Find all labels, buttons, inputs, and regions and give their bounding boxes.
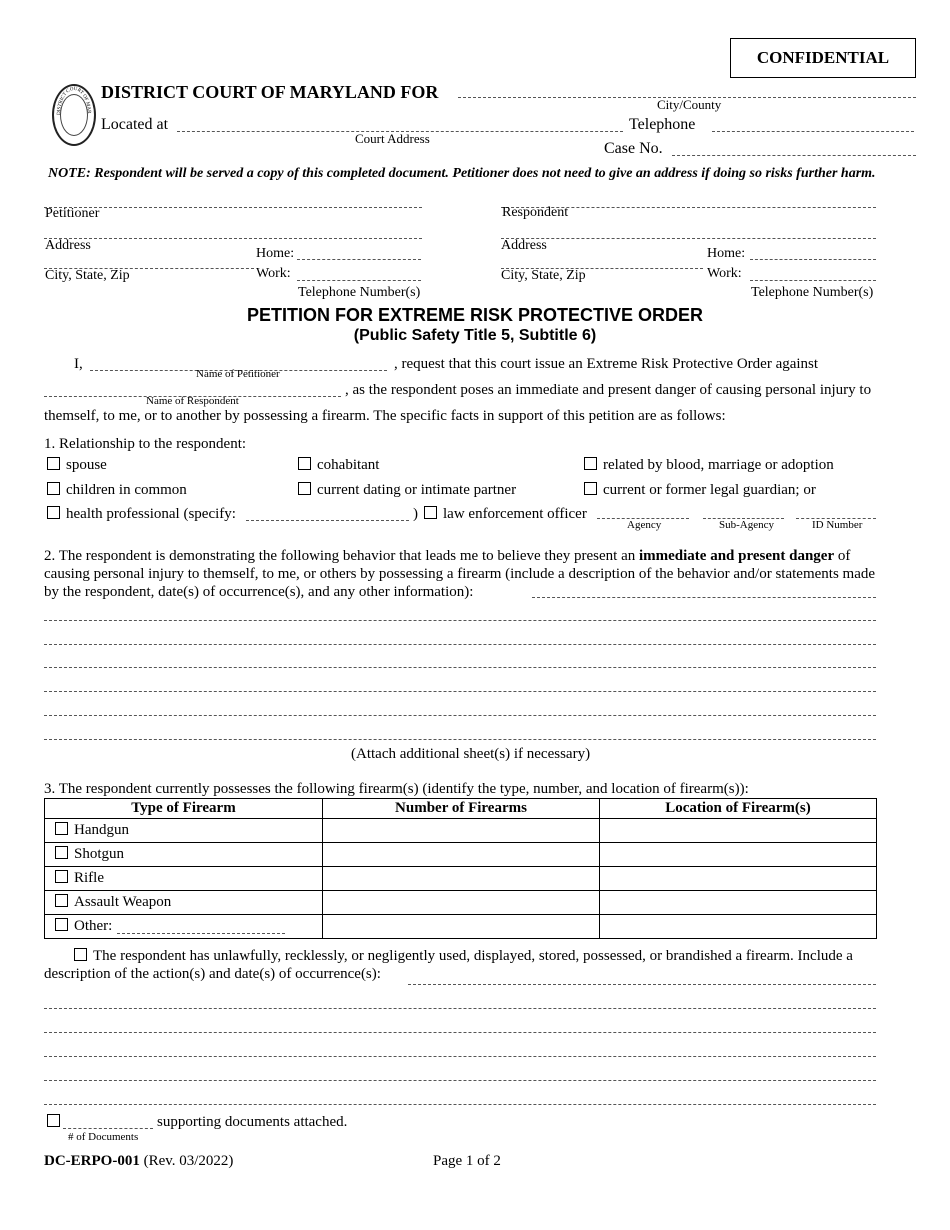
petitioner-work-phone[interactable] — [297, 280, 421, 281]
firearm-type-cell[interactable] — [45, 915, 323, 939]
behavior-line-5[interactable] — [44, 715, 876, 716]
id-number-label: ID Number — [812, 519, 863, 531]
checkbox[interactable] — [55, 822, 68, 835]
action-line-3[interactable] — [44, 1056, 876, 1057]
attach-note: (Attach additional sheet(s) if necessary) — [351, 746, 591, 762]
relationship-children[interactable] — [47, 482, 187, 499]
health-specify-field[interactable] — [246, 520, 409, 521]
petitioner-home-phone[interactable] — [297, 259, 421, 260]
action-line-1[interactable] — [44, 1008, 876, 1009]
case-no-label: Case No. — [604, 140, 663, 157]
col-number: Number of Firearms — [323, 799, 600, 819]
firearm-type-cell[interactable] — [45, 891, 323, 915]
checkbox[interactable] — [47, 1114, 60, 1127]
other-specify-field[interactable] — [117, 933, 285, 934]
label: law enforcement officer — [443, 506, 587, 522]
unlawful-checkbox[interactable] — [74, 948, 87, 961]
petitioner-address-label: Address — [45, 238, 91, 253]
action-line-4[interactable] — [44, 1080, 876, 1081]
location-cell[interactable] — [600, 891, 877, 915]
unlawful-text — [44, 947, 884, 983]
checkbox[interactable] — [584, 457, 597, 470]
respondent-city-label: City, State, Zip — [501, 268, 586, 283]
relationship-dating[interactable] — [298, 482, 516, 499]
firearm-type-cell[interactable] — [45, 843, 323, 867]
relationship-heading: 1. Relationship to the respondent: — [44, 436, 247, 452]
case-number-field[interactable] — [672, 155, 916, 156]
firearm-type-label: Handgun — [74, 822, 129, 838]
relationship-spouse[interactable] — [47, 457, 107, 474]
firearms-heading: 3. The respondent currently possesses the following firearm(s) (identify the type, number, and location of firearm(s)): — [44, 781, 749, 797]
relationship-health[interactable] — [47, 506, 236, 523]
checkbox[interactable] — [298, 482, 311, 495]
number-cell[interactable] — [323, 915, 600, 939]
behavior-line-2[interactable] — [44, 644, 876, 645]
label: current dating or intimate partner — [317, 482, 517, 498]
table-row — [45, 915, 877, 939]
page-title: PETITION FOR EXTREME RISK PROTECTIVE ORDER — [246, 305, 704, 325]
petitioner-city-label: City, State, Zip — [45, 268, 130, 283]
location-cell[interactable] — [600, 867, 877, 891]
svg-text:DISTRICT COURT OF MARYLAND — [52, 84, 91, 115]
firearm-type-cell[interactable] — [45, 867, 323, 891]
checkbox[interactable] — [584, 482, 597, 495]
respondent-home-label: Home: — [707, 246, 746, 261]
relationship-law[interactable] — [424, 506, 587, 523]
petitioner-field[interactable] — [44, 207, 422, 208]
checkbox[interactable] — [55, 894, 68, 907]
firearm-type-label: Other: — [74, 918, 113, 934]
behavior-line-6[interactable] — [44, 739, 876, 740]
firearm-type-label: Assault Weapon — [74, 894, 172, 910]
label: children in common — [66, 482, 187, 498]
number-cell[interactable] — [323, 843, 600, 867]
telephone-label: Telephone — [629, 116, 696, 133]
confidential-box: CONFIDENTIAL — [730, 38, 916, 78]
page-subtitle: (Public Safety Title 5, Subtitle 6) — [353, 327, 597, 344]
checkbox[interactable] — [47, 506, 60, 519]
table-row — [45, 891, 877, 915]
respondent-address-field[interactable] — [501, 238, 876, 239]
petitioner-telephone-label: Telephone Number(s) — [298, 285, 421, 300]
respondent-telephone-label: Telephone Number(s) — [751, 285, 874, 300]
checkbox[interactable] — [55, 846, 68, 859]
intro-i: I, — [74, 356, 83, 372]
section2-text — [44, 547, 884, 601]
petitioner-work-label: Work: — [256, 266, 291, 281]
located-at-label: Located at — [101, 116, 169, 133]
location-cell[interactable] — [600, 915, 877, 939]
section2-text-before: 2. The respondent is demonstrating the following behavior that leads me to believe they present an — [44, 548, 639, 564]
respondent-work-label: Work: — [707, 266, 742, 281]
label: current or former legal guardian; or — [603, 482, 816, 498]
checkbox[interactable] — [424, 506, 437, 519]
checkbox[interactable] — [298, 457, 311, 470]
behavior-line-3[interactable] — [44, 667, 876, 668]
col-location: Location of Firearm(s) — [600, 799, 877, 819]
intro-line3: themself, to me, or to another by possessing a firearm. The specific facts in support of this petition are as follows: — [44, 408, 726, 424]
num-documents-label: # of Documents — [68, 1131, 139, 1143]
label: spouse — [66, 457, 107, 473]
number-cell[interactable] — [323, 867, 600, 891]
court-telephone-field[interactable] — [712, 131, 914, 132]
intro-poses: , as the respondent poses an immediate and present danger of causing personal injury to — [345, 382, 872, 398]
checkbox[interactable] — [55, 918, 68, 931]
supporting-docs-label: supporting documents attached. — [157, 1114, 348, 1130]
city-county-label: City/County — [657, 97, 722, 112]
label: health professional (specify: — [66, 506, 236, 522]
firearm-type-label: Rifle — [74, 870, 104, 886]
section2-text-after: of causing personal injury to themself, to me, or others by possessing a firearm (include a description of the behavior and/or statements made by the respondent, date(s) of occurrence(s), and any other information): — [44, 548, 876, 600]
court-address-label: Court Address — [355, 131, 430, 146]
respondent-address-label: Address — [501, 238, 547, 253]
action-line-0[interactable] — [408, 984, 876, 985]
petitioner-home-label: Home: — [256, 246, 295, 261]
location-cell[interactable] — [600, 819, 877, 843]
form-revision: (Rev. 03/2022) — [143, 1153, 234, 1169]
unlawful-label: The respondent has unlawfully, recklessly, or negligently used, displayed, stored, possessed, or brandished a firearm. Include a description of the action(s) and date(s) of occurrence(s): — [44, 948, 853, 982]
location-cell[interactable] — [600, 843, 877, 867]
num-documents-field[interactable] — [63, 1128, 153, 1129]
behavior-line-1[interactable] — [44, 620, 876, 621]
checkbox[interactable] — [55, 870, 68, 883]
respondent-label: Respondent — [502, 205, 569, 220]
sub-agency-label: Sub-Agency — [719, 519, 774, 531]
action-line-5[interactable] — [44, 1104, 876, 1105]
intro-request: , request that this court issue an Extreme Risk Protective Order against — [394, 356, 819, 372]
section2-bold: immediate and present danger — [638, 548, 835, 564]
health-close-paren: ) — [413, 506, 418, 522]
firearm-type-label: Shotgun — [74, 846, 125, 862]
relationship-cohabitant[interactable] — [298, 457, 379, 474]
action-line-2[interactable] — [44, 1032, 876, 1033]
petitioner-label: Petitioner — [45, 206, 100, 221]
form-id — [44, 1153, 233, 1170]
label: related by blood, marriage or adoption — [603, 457, 834, 473]
col-type: Type of Firearm — [45, 799, 323, 819]
table-row — [45, 819, 877, 843]
label: cohabitant — [317, 457, 380, 473]
name-of-respondent-label: Name of Respondent — [146, 395, 239, 407]
behavior-line-4[interactable] — [44, 691, 876, 692]
petitioner-address-field[interactable] — [44, 238, 422, 239]
court-title: DISTRICT COURT OF MARYLAND FOR — [101, 82, 439, 102]
table-row — [45, 867, 877, 891]
number-cell[interactable] — [323, 819, 600, 843]
court-seal-lettering — [52, 84, 96, 146]
name-of-petitioner-label: Name of Petitioner — [196, 368, 280, 380]
seal-text: DISTRICT COURT OF MAR — [56, 86, 91, 116]
page-number: Page 1 of 2 — [433, 1153, 501, 1169]
relationship-related[interactable] — [584, 457, 834, 474]
firearms-table — [44, 798, 877, 939]
behavior-line-0[interactable] — [532, 597, 876, 598]
checkbox[interactable] — [47, 457, 60, 470]
agency-label: Agency — [627, 519, 662, 531]
firearm-type-cell[interactable] — [45, 819, 323, 843]
table-row — [45, 843, 877, 867]
checkbox[interactable] — [47, 482, 60, 495]
note: NOTE: Respondent will be served a copy of this completed document. Petitioner does not need to give an address if doing so risks further harm. — [48, 166, 876, 181]
respondent-work-phone[interactable] — [750, 280, 876, 281]
respondent-home-phone[interactable] — [750, 259, 876, 260]
form-id-code: DC-ERPO-001 — [44, 1153, 140, 1169]
relationship-guardian[interactable] — [584, 482, 816, 499]
number-cell[interactable] — [323, 891, 600, 915]
